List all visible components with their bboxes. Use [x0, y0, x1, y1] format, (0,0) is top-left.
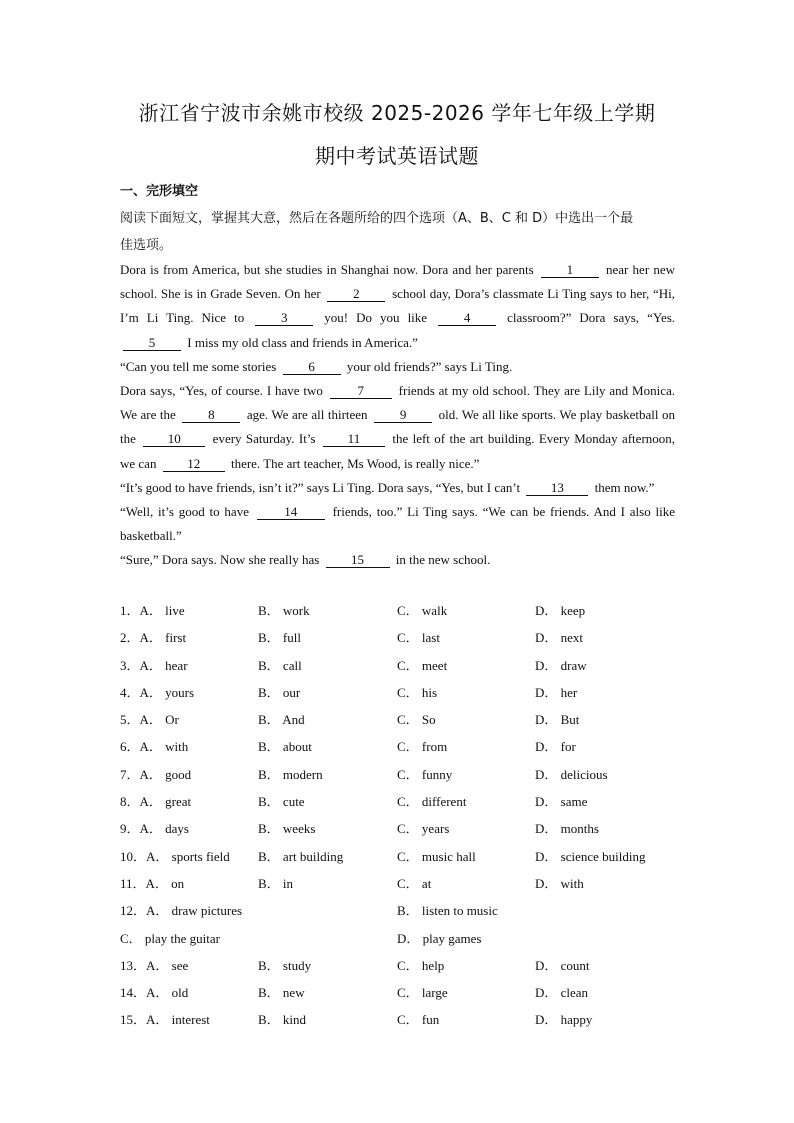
question-row [120, 706, 680, 733]
blank-7: 7 [330, 383, 392, 399]
passage-text: “It’s good to have friends, isn’t it?” says Li Ting. Dora says, “Yes, but I can’t [120, 479, 521, 495]
option-a[interactable]: 6．A． with [120, 739, 189, 755]
option-c[interactable]: C． So [397, 712, 436, 728]
option-d[interactable]: D． clean [535, 985, 589, 1001]
option-c[interactable]: C． last [397, 630, 440, 646]
option-a[interactable]: 10．A． sports field [120, 848, 230, 864]
blank-2: 2 [327, 286, 385, 302]
passage-text: there. The art teacher, Ms Wood, is really nice.” [230, 455, 480, 471]
option-b[interactable]: B． modern [258, 766, 323, 782]
passage-text: the left of the art building. Every Monday afternoon, we can [120, 431, 676, 471]
passage-paragraph-2 [120, 355, 675, 379]
option-b[interactable]: B． our [258, 684, 301, 700]
cloze-passage [120, 258, 675, 573]
passage-paragraph-4 [120, 476, 675, 500]
blank-14: 14 [257, 504, 325, 520]
instruction-line-2: 佳选项。 [120, 238, 173, 253]
question-row [120, 733, 680, 760]
option-b[interactable]: B． study [258, 957, 312, 973]
passage-text: you! Do you like [324, 310, 428, 326]
question-row [120, 761, 680, 788]
option-b[interactable]: B． new [258, 985, 305, 1001]
option-c[interactable]: C． funny [397, 766, 453, 782]
option-c[interactable]: C． years [397, 821, 450, 837]
option-d[interactable]: D． months [535, 821, 599, 837]
option-a[interactable]: 14．A． old [120, 985, 189, 1001]
blank-12: 12 [163, 456, 225, 472]
passage-text: classroom?” Dora says, “Yes. [507, 310, 676, 326]
option-a[interactable]: 8．A． great [120, 794, 192, 810]
option-c[interactable]: C． help [397, 957, 445, 973]
option-a[interactable]: 4．A． yours [120, 684, 195, 700]
option-a[interactable]: 12．A． draw pictures [120, 903, 243, 919]
blank-9: 9 [374, 407, 432, 423]
option-c[interactable]: C． large [397, 985, 448, 1001]
option-a[interactable]: 13．A． see [120, 957, 189, 973]
option-b[interactable]: B． full [258, 630, 301, 646]
option-b[interactable]: B． kind [258, 1012, 307, 1028]
option-a[interactable]: 5．A． Or [120, 712, 179, 728]
passage-text: your old friends?” says Li Ting. [346, 358, 513, 374]
option-c[interactable]: C． his [397, 684, 438, 700]
passage-text: age. We are all thirteen [246, 407, 368, 423]
blank-13: 13 [526, 480, 588, 496]
blank-1: 1 [541, 262, 599, 278]
option-d[interactable]: D． But [535, 712, 580, 728]
option-d[interactable]: D． delicious [535, 766, 608, 782]
page-title-line-2: 期中考试英语试题 [315, 144, 479, 168]
blank-3: 3 [255, 310, 313, 326]
option-c[interactable]: C． from [397, 739, 448, 755]
option-a[interactable]: 11．A． on [120, 875, 185, 891]
option-b[interactable]: B． weeks [258, 821, 316, 837]
option-d[interactable]: D． next [535, 630, 584, 646]
option-d[interactable]: D． same [535, 794, 588, 810]
passage-text: every Saturday. It’s [212, 431, 316, 447]
question-row [120, 870, 680, 897]
answer-options [120, 597, 680, 1034]
question-row [120, 897, 680, 924]
page-title-line-1: 浙江省宁波市余姚市校级 2025-2026 学年七年级上学期 [138, 101, 656, 125]
option-c[interactable]: C． music hall [397, 848, 476, 864]
passage-text: in the new school. [395, 552, 491, 568]
option-d[interactable]: D． count [535, 957, 590, 973]
option-d[interactable]: D． her [535, 684, 578, 700]
option-d[interactable]: D． draw [535, 657, 587, 673]
option-c[interactable]: C． at [397, 875, 432, 891]
passage-text: friends, too.” Li Ting says. “We can be friends. And I also like basketball.” [120, 504, 675, 544]
passage-text: old. We all like sports. We play basketball on the [120, 407, 676, 447]
option-b[interactable]: B． call [258, 657, 302, 673]
question-row [120, 815, 680, 842]
option-d[interactable]: D． keep [535, 603, 586, 618]
option-b[interactable]: B． listen to music [397, 903, 498, 919]
option-b[interactable]: B． cute [258, 794, 305, 810]
passage-text: Dora says, “Yes, of course. I have two [120, 383, 323, 399]
option-b[interactable]: B． art building [258, 848, 344, 864]
passage-text: “Can you tell me some stories [120, 358, 277, 374]
option-d[interactable]: D． play games [397, 930, 482, 946]
option-b[interactable]: B． And [258, 712, 305, 728]
question-row [120, 979, 680, 1006]
passage-text: near her new school. She is in Grade Seven. On her [120, 262, 675, 302]
instruction-line-1: 阅读下面短文，掌握其大意，然后在各题所给的四个选项（A、B、C 和 D）中选出一个最 [120, 211, 634, 226]
question-row [120, 1006, 680, 1033]
option-c[interactable]: C． walk [397, 603, 448, 618]
blank-4: 4 [438, 310, 496, 326]
passage-paragraph-1 [120, 258, 675, 355]
question-row [120, 624, 680, 651]
blank-8: 8 [182, 407, 240, 423]
blank-6: 6 [283, 359, 341, 375]
passage-text: “Well, it’s good to have [120, 504, 249, 520]
option-a[interactable]: 7．A． good [120, 766, 192, 782]
option-d[interactable]: D． science building [535, 848, 646, 864]
option-d[interactable]: D． happy [535, 1012, 593, 1028]
passage-text: friends at my old school. They are Lily and Monica. We are the [120, 383, 675, 423]
option-a[interactable]: 3．A． hear [120, 657, 188, 673]
question-row [120, 652, 680, 679]
passage-text: “Sure,” Dora says. Now she really has [120, 552, 320, 568]
passage-text: school day, Dora’s classmate Li Ting says to her, “Hi, I’m Li Ting. Nice to [120, 286, 676, 326]
option-b[interactable]: B． in [258, 875, 294, 891]
passage-text: Dora is from America, but she studies in Shanghai now. Dora and her parents [120, 262, 534, 277]
option-c[interactable]: C． play the guitar [120, 930, 221, 946]
option-c[interactable]: C． different [397, 794, 467, 810]
option-b[interactable]: B． work [258, 603, 310, 618]
question-row [120, 679, 680, 706]
blank-11: 11 [323, 431, 385, 447]
passage-paragraph-3 [120, 379, 675, 476]
option-d[interactable]: D． with [535, 875, 584, 891]
option-a[interactable]: 2．A． first [120, 630, 187, 646]
section-heading: 一、完形填空 [120, 184, 199, 199]
blank-10: 10 [143, 431, 205, 447]
option-a[interactable]: 1．A． live [120, 603, 185, 618]
blank-5: 5 [123, 335, 181, 351]
option-a[interactable]: 9．A． days [120, 821, 189, 837]
question-row [120, 597, 680, 624]
option-c[interactable]: C． meet [397, 657, 448, 673]
option-d[interactable]: D． for [535, 739, 576, 755]
question-row [120, 925, 680, 952]
passage-text: them now.” [594, 479, 655, 495]
passage-paragraph-5 [120, 500, 675, 548]
passage-paragraph-6 [120, 548, 675, 572]
question-row [120, 952, 680, 979]
blank-15: 15 [326, 552, 390, 568]
question-row [120, 843, 680, 870]
option-c[interactable]: C． fun [397, 1012, 440, 1028]
question-row [120, 788, 680, 815]
passage-text: I miss my old class and friends in America.” [187, 334, 418, 350]
option-a[interactable]: 15．A． interest [120, 1012, 210, 1028]
option-b[interactable]: B． about [258, 739, 312, 755]
